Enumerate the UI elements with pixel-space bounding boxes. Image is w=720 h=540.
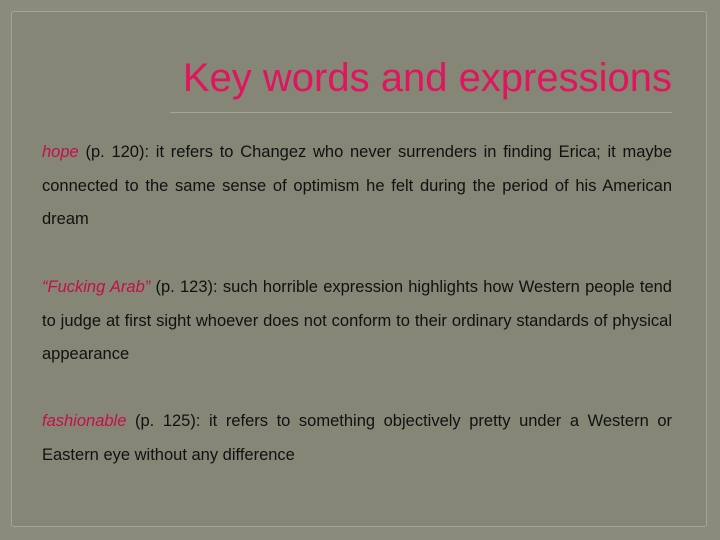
title-divider [170, 112, 672, 113]
entry-hope [42, 136, 672, 237]
entry-definition: (p. 123): such horrible expression highlights how Western people tend to judge at first sight whoever does not conform to their ordinary standards of physical appearance [42, 278, 672, 363]
entry-fashionable [42, 405, 672, 472]
slide-title: Key words and expressions [182, 56, 672, 100]
entry-definition: (p. 125): it refers to something objectively pretty under a Western or Eastern eye without any difference [42, 412, 672, 464]
entry-term: “Fucking Arab” [42, 278, 151, 296]
entry-fucking-arab [42, 271, 672, 372]
entry-term: fashionable [42, 412, 127, 430]
entry-definition: (p. 120): it refers to Changez who never surrenders in finding Erica; it maybe connected to the same sense of optimism he felt during the period of his American dream [42, 143, 672, 228]
entry-term: hope [42, 143, 79, 161]
